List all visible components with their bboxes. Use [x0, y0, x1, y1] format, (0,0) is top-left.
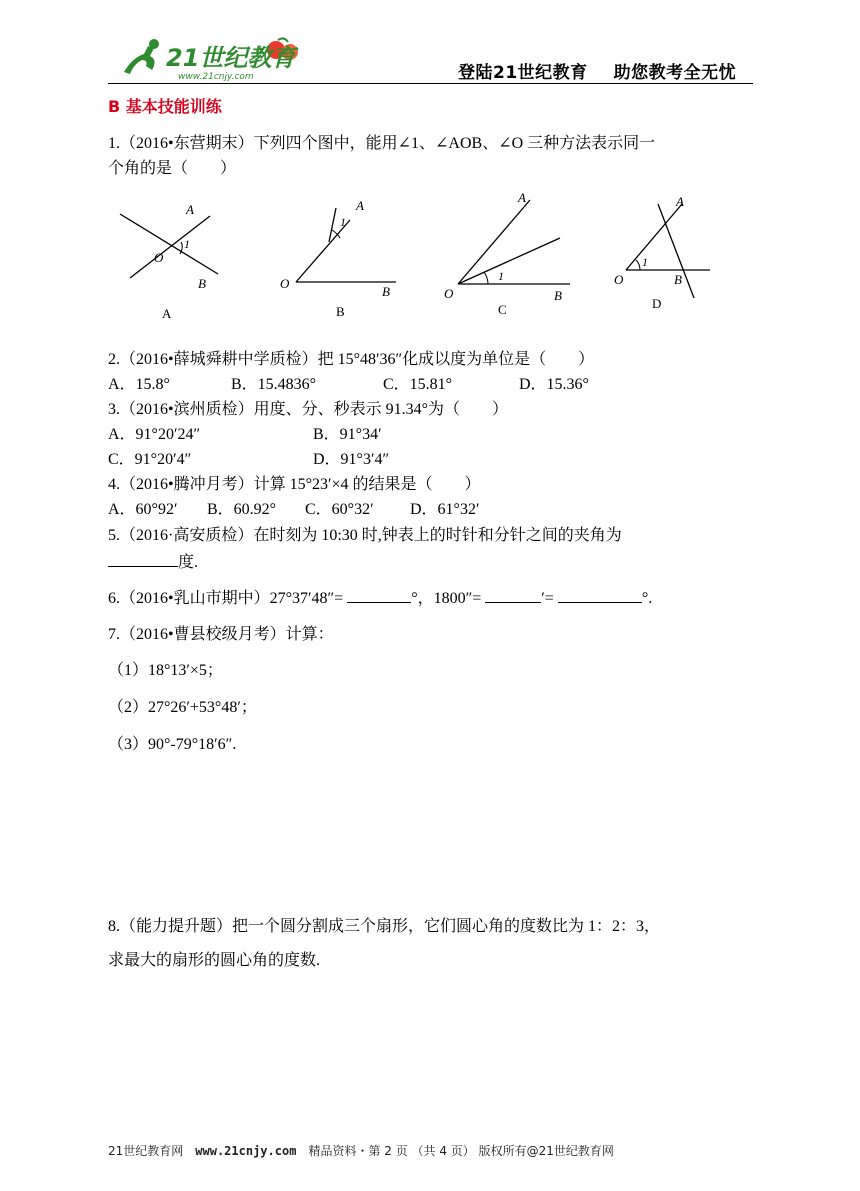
footer-info: 精品资料・第 2 页 （共 4 页） 版权所有@21世纪教育网 [308, 1144, 614, 1158]
figure-d [610, 190, 720, 325]
q7-stem: 7.（2016•曹县校级月考）计算： [108, 626, 334, 643]
figure-a-label-o: O [154, 250, 164, 265]
figure-a-label-1: 1 [184, 237, 190, 251]
logo-text: 21世纪教育 [166, 44, 296, 72]
q1-line2: 个角的是（ ） [108, 160, 237, 177]
logo-url: www.21cnjy.com [178, 72, 254, 82]
q5-line2-suffix: 度. [178, 554, 199, 571]
figure-d-label-a: A [676, 194, 684, 209]
q6-blank-1[interactable] [347, 588, 411, 603]
q7-item-1: （1）18°13′×5； [108, 662, 223, 679]
figure-a [112, 190, 232, 325]
q5-line1: 5.（2016·高安质检）在时刻为 10:30 时,钟表上的时针和分针之间的夹角为 [108, 527, 622, 544]
figure-b-label-1: 1 [340, 215, 346, 229]
figure-a-label-a: A [186, 202, 194, 217]
q6-part4: °. [641, 590, 653, 607]
q3-stem: 3.（2016•滨州质检）用度、分、秒表示 91.34°为（ ） [108, 401, 509, 418]
figure-b-label-a: A [356, 198, 364, 213]
header-divider [108, 83, 753, 84]
figure-b-label-o: O [280, 276, 290, 291]
q4-option-c[interactable]: C．60°32′ [305, 501, 374, 518]
page-footer [108, 1142, 614, 1159]
q4-option-a[interactable]: A．60°92′ [108, 501, 178, 518]
q4-option-b[interactable]: B．60.92° [207, 501, 277, 518]
q2-option-a[interactable]: A．15.8° [108, 376, 170, 393]
figure-b-caption: B [336, 304, 345, 319]
q6-part1: 6.（2016•乳山市期中）27°37′48″= [108, 590, 344, 607]
q5-line2 [108, 549, 198, 572]
q2-option-b[interactable]: B．15.4836° [231, 376, 317, 393]
q8-line2: 求最大的扇形的圆心角的度数. [108, 952, 321, 969]
figure-c-caption: C [498, 302, 507, 317]
logo-graphic [118, 36, 308, 82]
q4-stem: 4.（2016•腾冲月考）计算 15°23′×4 的结果是（ ） [108, 476, 481, 493]
figure-c-label-o: O [444, 286, 454, 301]
q7-item-3: （3）90°-79°18′6″. [108, 736, 237, 753]
runner-head-icon [149, 39, 159, 49]
figure-d-label-b: B [674, 272, 682, 287]
q3-option-c[interactable]: C．91°20′4″ [108, 451, 192, 468]
section-title: B 基本技能训练 [108, 97, 222, 116]
figure-b [276, 190, 406, 325]
q1-line1: 1.（2016•东营期末）下列四个图中，能用∠1、∠AOB、∠O 三种方法表示同一 [108, 135, 656, 152]
q3-option-b[interactable]: B．91°34′ [313, 426, 382, 443]
q3-option-a[interactable]: A．91°20′24″ [108, 426, 201, 443]
figure-c-label-b: B [554, 288, 562, 303]
q2-stem: 2.（2016•薛城舜耕中学质检）把 15°48′36″化成以度为单位是（ ） [108, 351, 595, 368]
figure-b-label-b: B [382, 284, 390, 299]
q5-answer-blank[interactable] [108, 552, 178, 567]
q2-option-c[interactable]: C．15.81° [383, 376, 453, 393]
q6-blank-3[interactable] [558, 588, 642, 603]
q3-options-row1 [108, 421, 382, 444]
figure-c-label-1: 1 [498, 269, 504, 283]
q3-options-row2 [108, 446, 389, 469]
footer-site: 21世纪教育网 [108, 1144, 184, 1158]
q3-option-d[interactable]: D．91°3′4″ [313, 451, 390, 468]
footer-url[interactable]: www.21cnjy.com [195, 1144, 297, 1158]
slogan-left: 登陆21世纪教育 [458, 63, 588, 83]
figure-c [438, 190, 578, 325]
q6-part3: ′= [541, 590, 554, 607]
figure-a-label-b: B [198, 276, 206, 291]
q8-line1: 8.（能力提升题）把一个圆分割成三个扇形，它们圆心角的度数比为 1：2：3， [108, 918, 661, 935]
q6-line [108, 585, 652, 608]
q7-item-2: （2）27°26′+53°48′； [108, 699, 257, 716]
figure-c-label-a: A [518, 190, 526, 205]
q6-part2: °，1800″= [411, 590, 482, 607]
q2-options [108, 371, 589, 394]
slogan-right: 助您教考全无忧 [613, 63, 737, 83]
site-logo [118, 36, 308, 82]
runner-icon [124, 46, 155, 74]
header-slogan [458, 58, 736, 83]
q6-blank-2[interactable] [485, 588, 541, 603]
figure-d-caption: D [652, 296, 662, 311]
figure-d-label-o: O [614, 272, 624, 287]
q4-option-d[interactable]: D．61°32′ [410, 501, 480, 518]
figure-a-caption: A [162, 306, 172, 320]
q4-options [108, 496, 479, 519]
figure-d-label-1: 1 [642, 255, 648, 269]
q2-option-d[interactable]: D．15.36° [519, 376, 589, 393]
